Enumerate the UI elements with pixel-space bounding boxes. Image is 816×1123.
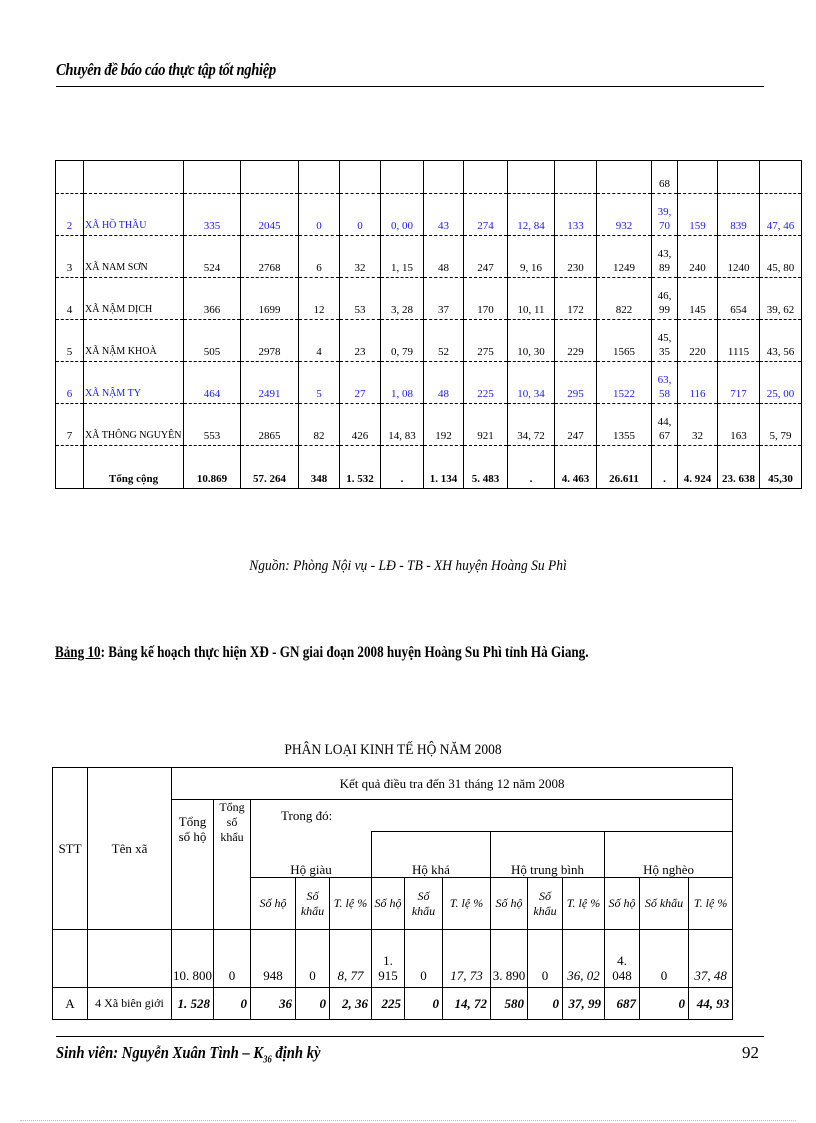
row-cell: 822	[597, 278, 652, 320]
table-row	[56, 404, 802, 446]
row-cell: 23	[340, 320, 381, 362]
group-ho-giau: Hộ giàu	[251, 832, 372, 878]
row-cell: 1565	[597, 320, 652, 362]
source-note: Nguồn: Phòng Nội vụ - LĐ - TB - XH huyện Hoàng Su Phì	[249, 558, 567, 574]
row-cell: 717	[718, 362, 760, 404]
total-cell: 4. 048	[605, 930, 640, 988]
subheader-cell: Số hộ	[491, 878, 528, 930]
row-a-cell: 0	[640, 988, 689, 1020]
row-cell: 45, 80	[760, 236, 802, 278]
total-cell: 5. 483	[464, 446, 508, 489]
subheader-cell: Số khẩu	[640, 878, 689, 930]
subheader-cell: Số hộ	[605, 878, 640, 930]
row-cell: 39, 70	[652, 194, 678, 236]
row-cell: 82	[299, 404, 340, 446]
table-row-total	[56, 446, 802, 489]
commune-poverty-table	[55, 160, 802, 489]
row-cell: 46, 99	[652, 278, 678, 320]
table-row	[56, 278, 802, 320]
table-row-blank	[56, 161, 802, 194]
header-ket-qua: Kết quả điều tra đến 31 tháng 12 năm 2008	[172, 768, 733, 800]
row-a-cell: 44, 93	[689, 988, 733, 1020]
row-cell: 0, 00	[381, 194, 424, 236]
row-cell: 25, 00	[760, 362, 802, 404]
total-cell: 348	[299, 446, 340, 489]
row-cell: 145	[678, 278, 718, 320]
subheader-cell: Số khẩu	[405, 878, 443, 930]
header-tong-so-ho: Tổng số hộ	[172, 800, 214, 930]
table-row	[56, 320, 802, 362]
household-classification-table	[52, 767, 733, 1020]
row-cell: 1699	[241, 278, 299, 320]
header-stt: STT	[53, 768, 88, 930]
row-cell: 553	[184, 404, 241, 446]
row-cell: 63, 58	[652, 362, 678, 404]
row-cell: 230	[555, 236, 597, 278]
row-cell: 464	[184, 362, 241, 404]
subheader-cell: T. lệ %	[689, 878, 733, 930]
row-cell: 2768	[241, 236, 299, 278]
row-cell: 44, 67	[652, 404, 678, 446]
row-cell: 426	[340, 404, 381, 446]
row-cell: 247	[464, 236, 508, 278]
total-cell: 0	[528, 930, 563, 988]
row-cell: 12	[299, 278, 340, 320]
row-cell: 163	[718, 404, 760, 446]
row-cell: 1240	[718, 236, 760, 278]
subheader-cell: Số khẩu	[528, 878, 563, 930]
header-rule	[56, 86, 764, 87]
row-cell: 921	[464, 404, 508, 446]
row-cell: 2491	[241, 362, 299, 404]
table-row	[56, 362, 802, 404]
footer-author-name: Sinh viên: Nguyễn Xuân Tình – K	[56, 1043, 264, 1062]
total-cell: 0	[296, 930, 330, 988]
total-cell: 948	[251, 930, 296, 988]
total-cell: 1. 532	[340, 446, 381, 489]
row-cell: 9, 16	[508, 236, 555, 278]
row-cell: 1355	[597, 404, 652, 446]
row-cell: 4	[299, 320, 340, 362]
page-number: 92	[742, 1043, 759, 1062]
row-stt: 4	[56, 278, 84, 320]
row-cell: 10, 30	[508, 320, 555, 362]
total-cell: 26.611	[597, 446, 652, 489]
row-a-cell: 225	[372, 988, 405, 1020]
row-commune-name: XÃ THÔNG NGUYÊN	[84, 404, 184, 446]
row-cell: 2978	[241, 320, 299, 362]
row-cell: 1115	[718, 320, 760, 362]
total-cell: .	[652, 446, 678, 489]
table-row	[56, 194, 802, 236]
row-a-cell: 580	[491, 988, 528, 1020]
total-cell: .	[508, 446, 555, 489]
row-cell: 43, 56	[760, 320, 802, 362]
row-cell: 48	[424, 362, 464, 404]
total-cell: 10. 800	[172, 930, 214, 988]
row-cell: 159	[678, 194, 718, 236]
row-cell: 0	[299, 194, 340, 236]
row-cell: 5	[299, 362, 340, 404]
row-cell: 220	[678, 320, 718, 362]
row-a-stt: A	[53, 988, 88, 1020]
total-cell: 4. 924	[678, 446, 718, 489]
row-a-cell: 687	[605, 988, 640, 1020]
row-commune-name: XÃ NẬM DỊCH	[84, 278, 184, 320]
row-stt: 7	[56, 404, 84, 446]
row-cell: 240	[678, 236, 718, 278]
footer-author	[56, 1043, 321, 1065]
group-ho-ngheo: Hộ nghèo	[605, 832, 733, 878]
group-ho-trung-binh: Hộ trung bình	[491, 832, 605, 878]
row-a-cell: 2, 36	[330, 988, 372, 1020]
subheader-cell: T. lệ %	[330, 878, 372, 930]
row-cell: 274	[464, 194, 508, 236]
header-title: Chuyên đề báo cáo thực tập tốt nghiệp	[56, 60, 276, 79]
total-label: Tổng cộng	[84, 446, 184, 489]
row-cell: 6	[299, 236, 340, 278]
row-cell: 229	[555, 320, 597, 362]
total-cell: 1. 134	[424, 446, 464, 489]
row-commune-name: XÃ HỒ THẦU	[84, 194, 184, 236]
total-cell: 57. 264	[241, 446, 299, 489]
row-cell: 10, 11	[508, 278, 555, 320]
row-a-cell: 37, 99	[563, 988, 605, 1020]
row-cell: 133	[555, 194, 597, 236]
row-cell: 48	[424, 236, 464, 278]
row-cell: 32	[340, 236, 381, 278]
group-ho-kha: Hộ khá	[372, 832, 491, 878]
row-cell: 335	[184, 194, 241, 236]
row-cell: 1, 08	[381, 362, 424, 404]
row-cell: 192	[424, 404, 464, 446]
table-row-total	[53, 930, 733, 988]
footer-author-suffix: định kỳ	[271, 1043, 321, 1062]
row-cell: 2865	[241, 404, 299, 446]
row-a-cell: 0	[405, 988, 443, 1020]
row-cell: 225	[464, 362, 508, 404]
total-cell: 17, 73	[443, 930, 491, 988]
row-cell: 47, 46	[760, 194, 802, 236]
row-cell: 37	[424, 278, 464, 320]
total-cell: 0	[405, 930, 443, 988]
total-cell: 36, 02	[563, 930, 605, 988]
total-cell: 0	[214, 930, 251, 988]
row-a-cell: 0	[528, 988, 563, 1020]
footer-rule	[56, 1036, 764, 1037]
row-cell: 32	[678, 404, 718, 446]
row-a-cell: 0	[214, 988, 251, 1020]
total-cell: 1. 915	[372, 930, 405, 988]
row-cell: 524	[184, 236, 241, 278]
total-cell: 3. 890	[491, 930, 528, 988]
total-cell: 45,30	[760, 446, 802, 489]
row-cell: 839	[718, 194, 760, 236]
page-bottom-dots	[20, 1120, 796, 1121]
total-cell: 4. 463	[555, 446, 597, 489]
row-a-cell: 14, 72	[443, 988, 491, 1020]
row-cell: 14, 83	[381, 404, 424, 446]
row-commune-name: XÃ NẬM KHOÀ	[84, 320, 184, 362]
row-cell: 1249	[597, 236, 652, 278]
row-cell: 12, 84	[508, 194, 555, 236]
row-cell: 170	[464, 278, 508, 320]
total-cell: 0	[640, 930, 689, 988]
subheader-cell: Số hộ	[372, 878, 405, 930]
table2-title: PHÂN LOẠI KINH TẾ HỘ NĂM 2008	[284, 742, 502, 758]
row-cell: 52	[424, 320, 464, 362]
fragment-cell: 68	[652, 161, 678, 194]
row-cell: 39, 62	[760, 278, 802, 320]
row-cell: 932	[597, 194, 652, 236]
footer-author-sub: 36	[263, 1054, 272, 1066]
row-commune-name: XÃ NAM SƠN	[84, 236, 184, 278]
total-cell: 10.869	[184, 446, 241, 489]
row-a-cell: 36	[251, 988, 296, 1020]
row-cell: 45, 35	[652, 320, 678, 362]
subheader-cell: Số khẩu	[296, 878, 330, 930]
row-stt: 3	[56, 236, 84, 278]
header-ten-xa: Tên xã	[88, 768, 172, 930]
row-stt: 5	[56, 320, 84, 362]
row-cell: 654	[718, 278, 760, 320]
row-cell: 1, 15	[381, 236, 424, 278]
table-row	[56, 236, 802, 278]
row-cell: 0, 79	[381, 320, 424, 362]
row-cell: 34, 72	[508, 404, 555, 446]
row-cell: 43, 89	[652, 236, 678, 278]
row-cell: 295	[555, 362, 597, 404]
total-cell: 23. 638	[718, 446, 760, 489]
row-cell: 10, 34	[508, 362, 555, 404]
total-cell: 8, 77	[330, 930, 372, 988]
row-cell: 247	[555, 404, 597, 446]
row-cell: 172	[555, 278, 597, 320]
row-cell: 5, 79	[760, 404, 802, 446]
row-stt: 2	[56, 194, 84, 236]
header-row-1	[53, 768, 733, 800]
row-commune-name: XÃ NẬM TY	[84, 362, 184, 404]
row-a-cell: 0	[296, 988, 330, 1020]
row-stt: 6	[56, 362, 84, 404]
subheader-cell: T. lệ %	[443, 878, 491, 930]
row-cell: 53	[340, 278, 381, 320]
caption-label: Bảng 10	[55, 644, 101, 661]
table-row-a	[53, 988, 733, 1020]
row-cell: 116	[678, 362, 718, 404]
row-cell: 1522	[597, 362, 652, 404]
row-a-name: 4 Xã biên giới	[88, 988, 172, 1020]
row-cell: 366	[184, 278, 241, 320]
row-cell: 3, 28	[381, 278, 424, 320]
table-caption	[55, 644, 589, 662]
row-cell: 505	[184, 320, 241, 362]
subheader-cell: T. lệ %	[563, 878, 605, 930]
header-tong-so-khau: Tổng số khẩu	[214, 800, 251, 930]
row-a-cell: 1. 528	[172, 988, 214, 1020]
row-cell: 27	[340, 362, 381, 404]
total-cell: .	[381, 446, 424, 489]
row-cell: 43	[424, 194, 464, 236]
caption-text: : Bảng kế hoạch thực hiện XĐ - GN giai đoạn 2008 huyện Hoàng Su Phì tỉnh Hà Giang.	[100, 644, 589, 661]
total-cell: 37, 48	[689, 930, 733, 988]
row-cell: 2045	[241, 194, 299, 236]
row-cell: 0	[340, 194, 381, 236]
subheader-cell: Số hộ	[251, 878, 296, 930]
row-cell: 275	[464, 320, 508, 362]
header-trong-do: Trong đó:	[251, 800, 733, 832]
